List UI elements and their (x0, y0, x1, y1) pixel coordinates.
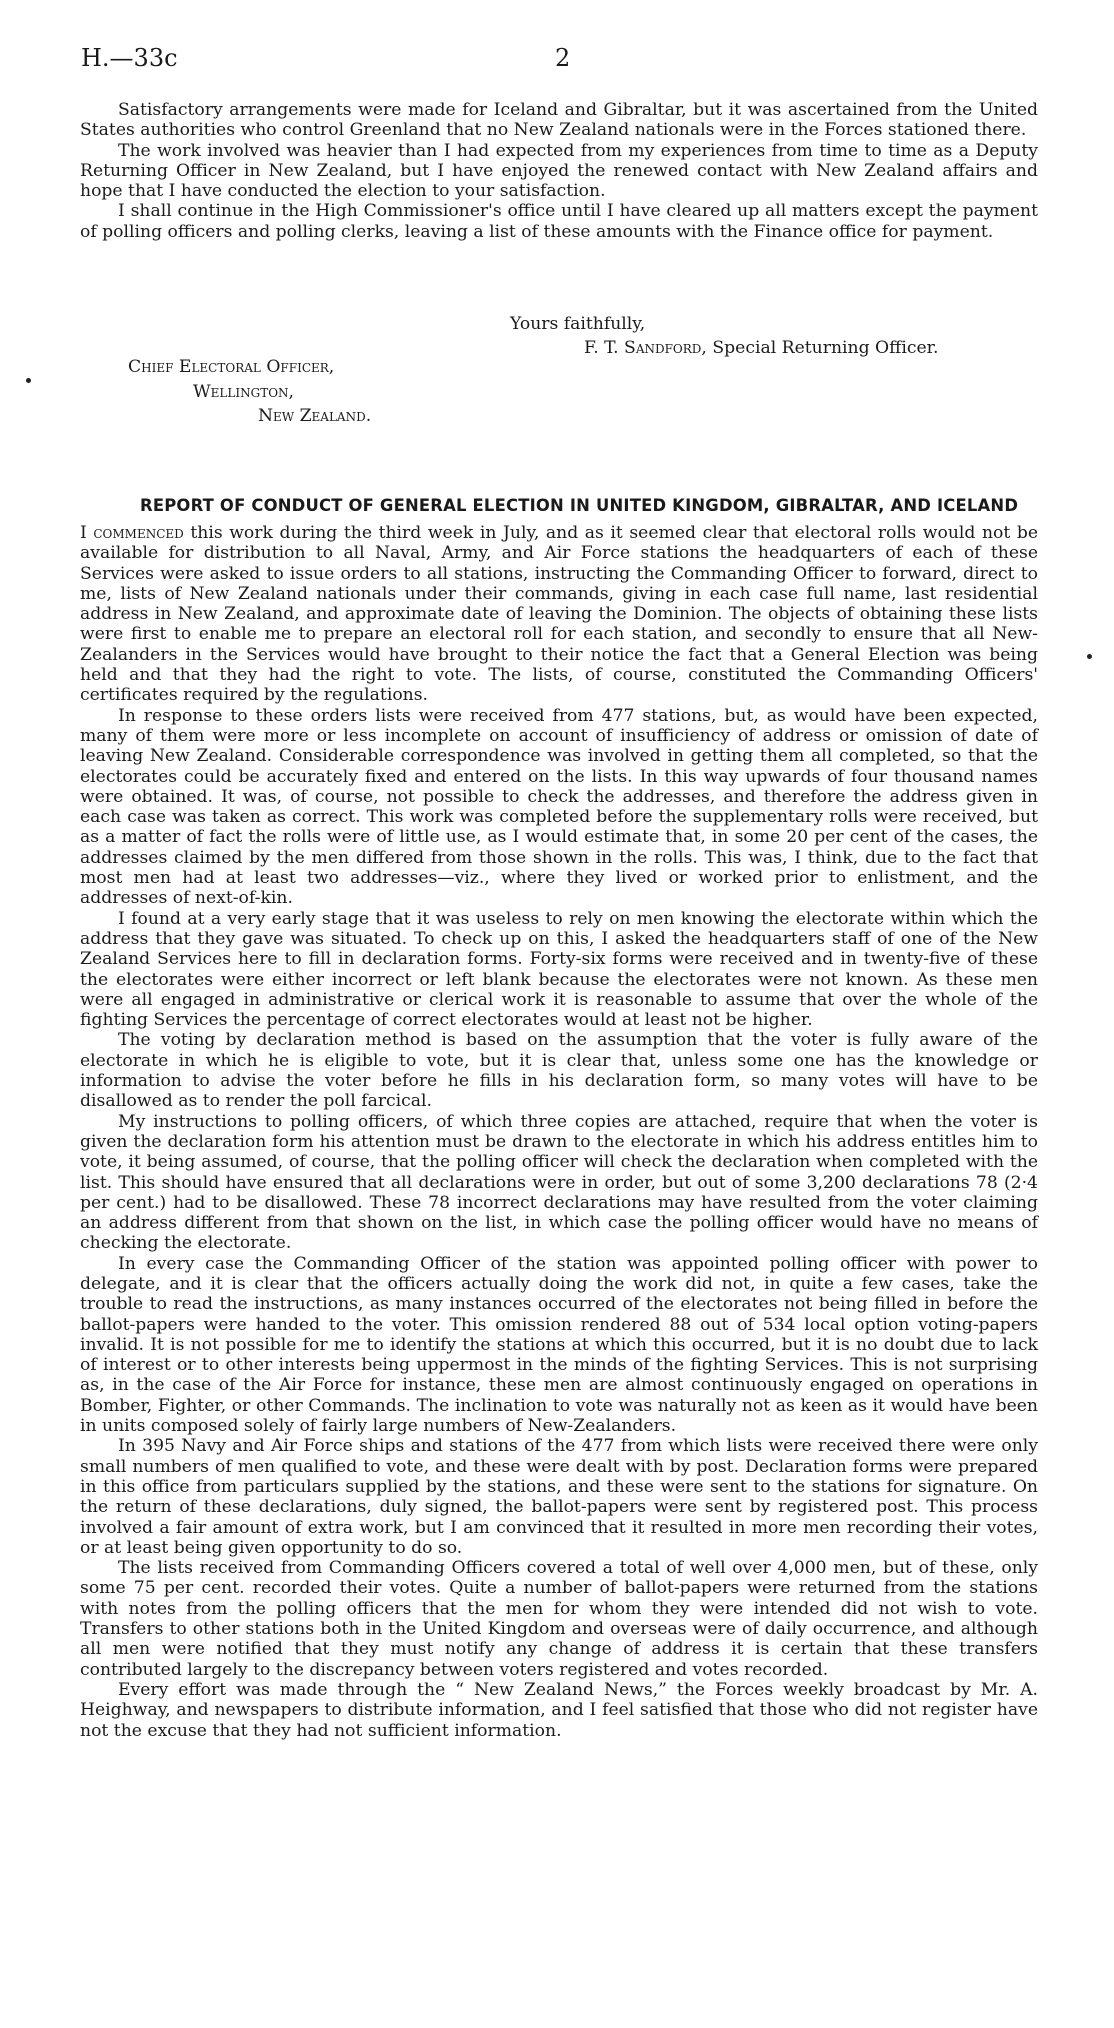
report-paragraph: In every case the Commanding Officer of the station was appointed polling officer with power to delegate, and it is clear that the officers actually doing the work did not, in quite a few cases, take the trouble to read the instructions, as many instances occurred of the electorates not being filled in before the ballot-papers were handed to the voter. This omission rendered 88 out of 534 local option voting-papers invalid. It is not possible for me to identify the stations at which this occurred, but it is no doubt due to lack of interest or to other interests being uppermost in the minds of the fighting Services. This is not surprising as, in the case of the Air Force for instance, these men are almost continuously engaged on operations in Bomber, Fighter, or other Commands. The inclination to vote was naturally not as keen as it would have been in units composed solely of fairly large numbers of New-Zealanders. (80, 1253, 1038, 1437)
signatory-name: Sandford, (624, 338, 707, 358)
letter-paragraph: I shall continue in the High Commissioner's office until I have cleared up all matters except the payment of polling officers and polling clerks, leaving a list of these amounts with the Finance office for payment. (80, 201, 1038, 242)
report-title: REPORT OF CONDUCT OF GENERAL ELECTION IN UNITED KINGDOM, GIBRALTAR, AND ICELAND (140, 496, 1019, 515)
report-paragraph: My instructions to polling officers, of which three copies are attached, require that when the voter is given the declaration form his attention must be drawn to the electorate in which his address entitles him to vote, it being assumed, of course, that the polling officer will check the declaration when completed with the list. This should have ensured that all declarations were in order, but out of some 3,200 declarations 78 (2·4 per cent.) had to be disallowed. These 78 incorrect declarations may have resulted from the voter claiming an address different from that shown on the list, in which case the polling officer would have no means of checking the electorate. (80, 1111, 1038, 1254)
report-paragraph: The voting by declaration method is based on the assumption that the voter is fully aware of the electorate in which he is eligible to vote, but it is clear that, unless some one has the knowledge or information to advise the voter before he fills in his declaration form, so many votes will have to be disallowed as to render the poll farcical. (80, 1030, 1038, 1112)
addressee-line-2: Wellington, (193, 382, 294, 402)
letter-closing: Yours faithfully, (510, 314, 646, 334)
report-paragraph: In 395 Navy and Air Force ships and stations of the 477 from which lists were received there were only small numbers of men qualified to vote, and these were dealt with by post. Declaration forms were prepared in this office from particulars supplied by the stations, and these were sent to the stations for signature. On the return of these declarations, duly signed, the ballot-papers were sent by registered post. This process involved a fair amount of extra work, but I am convinced that it resulted in more men recording their votes, or at least being given opportunity to do so. (80, 1436, 1038, 1558)
document-series-number: H.—33c (81, 44, 178, 72)
letter-paragraph: The work involved was heavier than I had expected from my experiences from time to time as a Deputy Returning Officer in New Zealand, but I have enjoyed the renewed contact with New Zealand affairs and hope that I have conducted the election to your satisfaction. (80, 140, 1038, 202)
letter-body (80, 100, 1038, 242)
report-paragraph (80, 523, 1038, 706)
addressee-line-3: New Zealand. (258, 406, 372, 426)
signatory-initials: F. T. (584, 338, 619, 358)
letter-signature (584, 338, 938, 358)
signatory-title: Special Returning Officer. (712, 338, 939, 358)
report-paragraph: Every effort was made through the “ New Zealand News,” the Forces weekly broadcast by Mr. A. Heighway, and newspapers to distribute information, and I feel satisfied that those who did not register have not the excuse that they had not sufficient information. (80, 1679, 1038, 1741)
report-paragraph: I found at a very early stage that it was useless to rely on men knowing the electorate within which the address that they gave was situated. To check up on this, I asked the headquarters staff of one of the New Zealand Services here to fill in declaration forms. Forty-six forms were received and in twenty-five of these the electorates were either incorrect or left blank because the electorates were not known. As these men were all engaged in administrative or clerical work it is reasonable to assume that over the whole of the fighting Services the percentage of correct electorates would at least not be higher. (80, 908, 1038, 1031)
report-paragraph-text: this work during the third week in July, and as it seemed clear that electoral rolls would not be available for distribution to all Naval, Army, and Air Force stations the headquarters of each of these Services were asked to issue orders to all stations, instructing the Commanding Officer to forward, direct to me, lists of New Zealand nationals under their commands, giving in each case full name, last residential address in New Zealand, and approximate date of leaving the Dominion. The objects of obtaining these lists were first to enable me to prepare an electoral roll for each station, and secondly to ensure that all New-Zealanders in the Services would have brought to their notice the fact that a General Election was being held and that they had the right to vote. The lists, of course, constituted the Commanding Officers' certificates required by the regulations. (80, 523, 1039, 706)
report-opening-words: I commenced (80, 523, 184, 543)
letter-paragraph: Satisfactory arrangements were made for Iceland and Gibraltar, but it was ascertained from the United States authorities who control Greenland that no New Zealand nationals were in the Forces stationed there. (80, 100, 1038, 141)
report-paragraph: In response to these orders lists were received from 477 stations, but, as would have been expected, many of them were more or less incomplete on account of insufficiency of address or omission of date of leaving New Zealand. Considerable correspondence was involved in getting them all completed, so that the electorates could be accurately fixed and entered on the lists. In this way upwards of four thousand names were obtained. It was, of course, not possible to check the addresses, and therefore the address given in each case was taken as correct. This work was completed before the supplementary rolls were received, but as a matter of fact the rolls were of little use, as I would estimate that, in some 20 per cent of the cases, the addresses claimed by the men differed from those shown in the rolls. This was, I think, due to the fact that most men had at least two addresses—viz., where they lived or worked prior to enlistment, and the addresses of next-of-kin. (80, 705, 1038, 909)
report-paragraph: The lists received from Commanding Officers covered a total of well over 4,000 men, but of these, only some 75 per cent. recorded their votes. Quite a number of ballot-papers were returned from the stations with notes from the polling officers that the men for whom they were intended did not wish to vote. Transfers to other stations both in the United Kingdom and overseas were of daily occurrence, and although all men were notified that they must notify any change of address it is certain that these transfers contributed largely to the discrepancy between voters registered and votes recorded. (80, 1558, 1038, 1680)
addressee-line-1: Chief Electoral Officer, (128, 357, 335, 377)
ink-speck (1087, 654, 1092, 659)
ink-speck (26, 378, 31, 383)
report-body (80, 523, 1038, 1741)
page-number: 2 (555, 44, 571, 72)
